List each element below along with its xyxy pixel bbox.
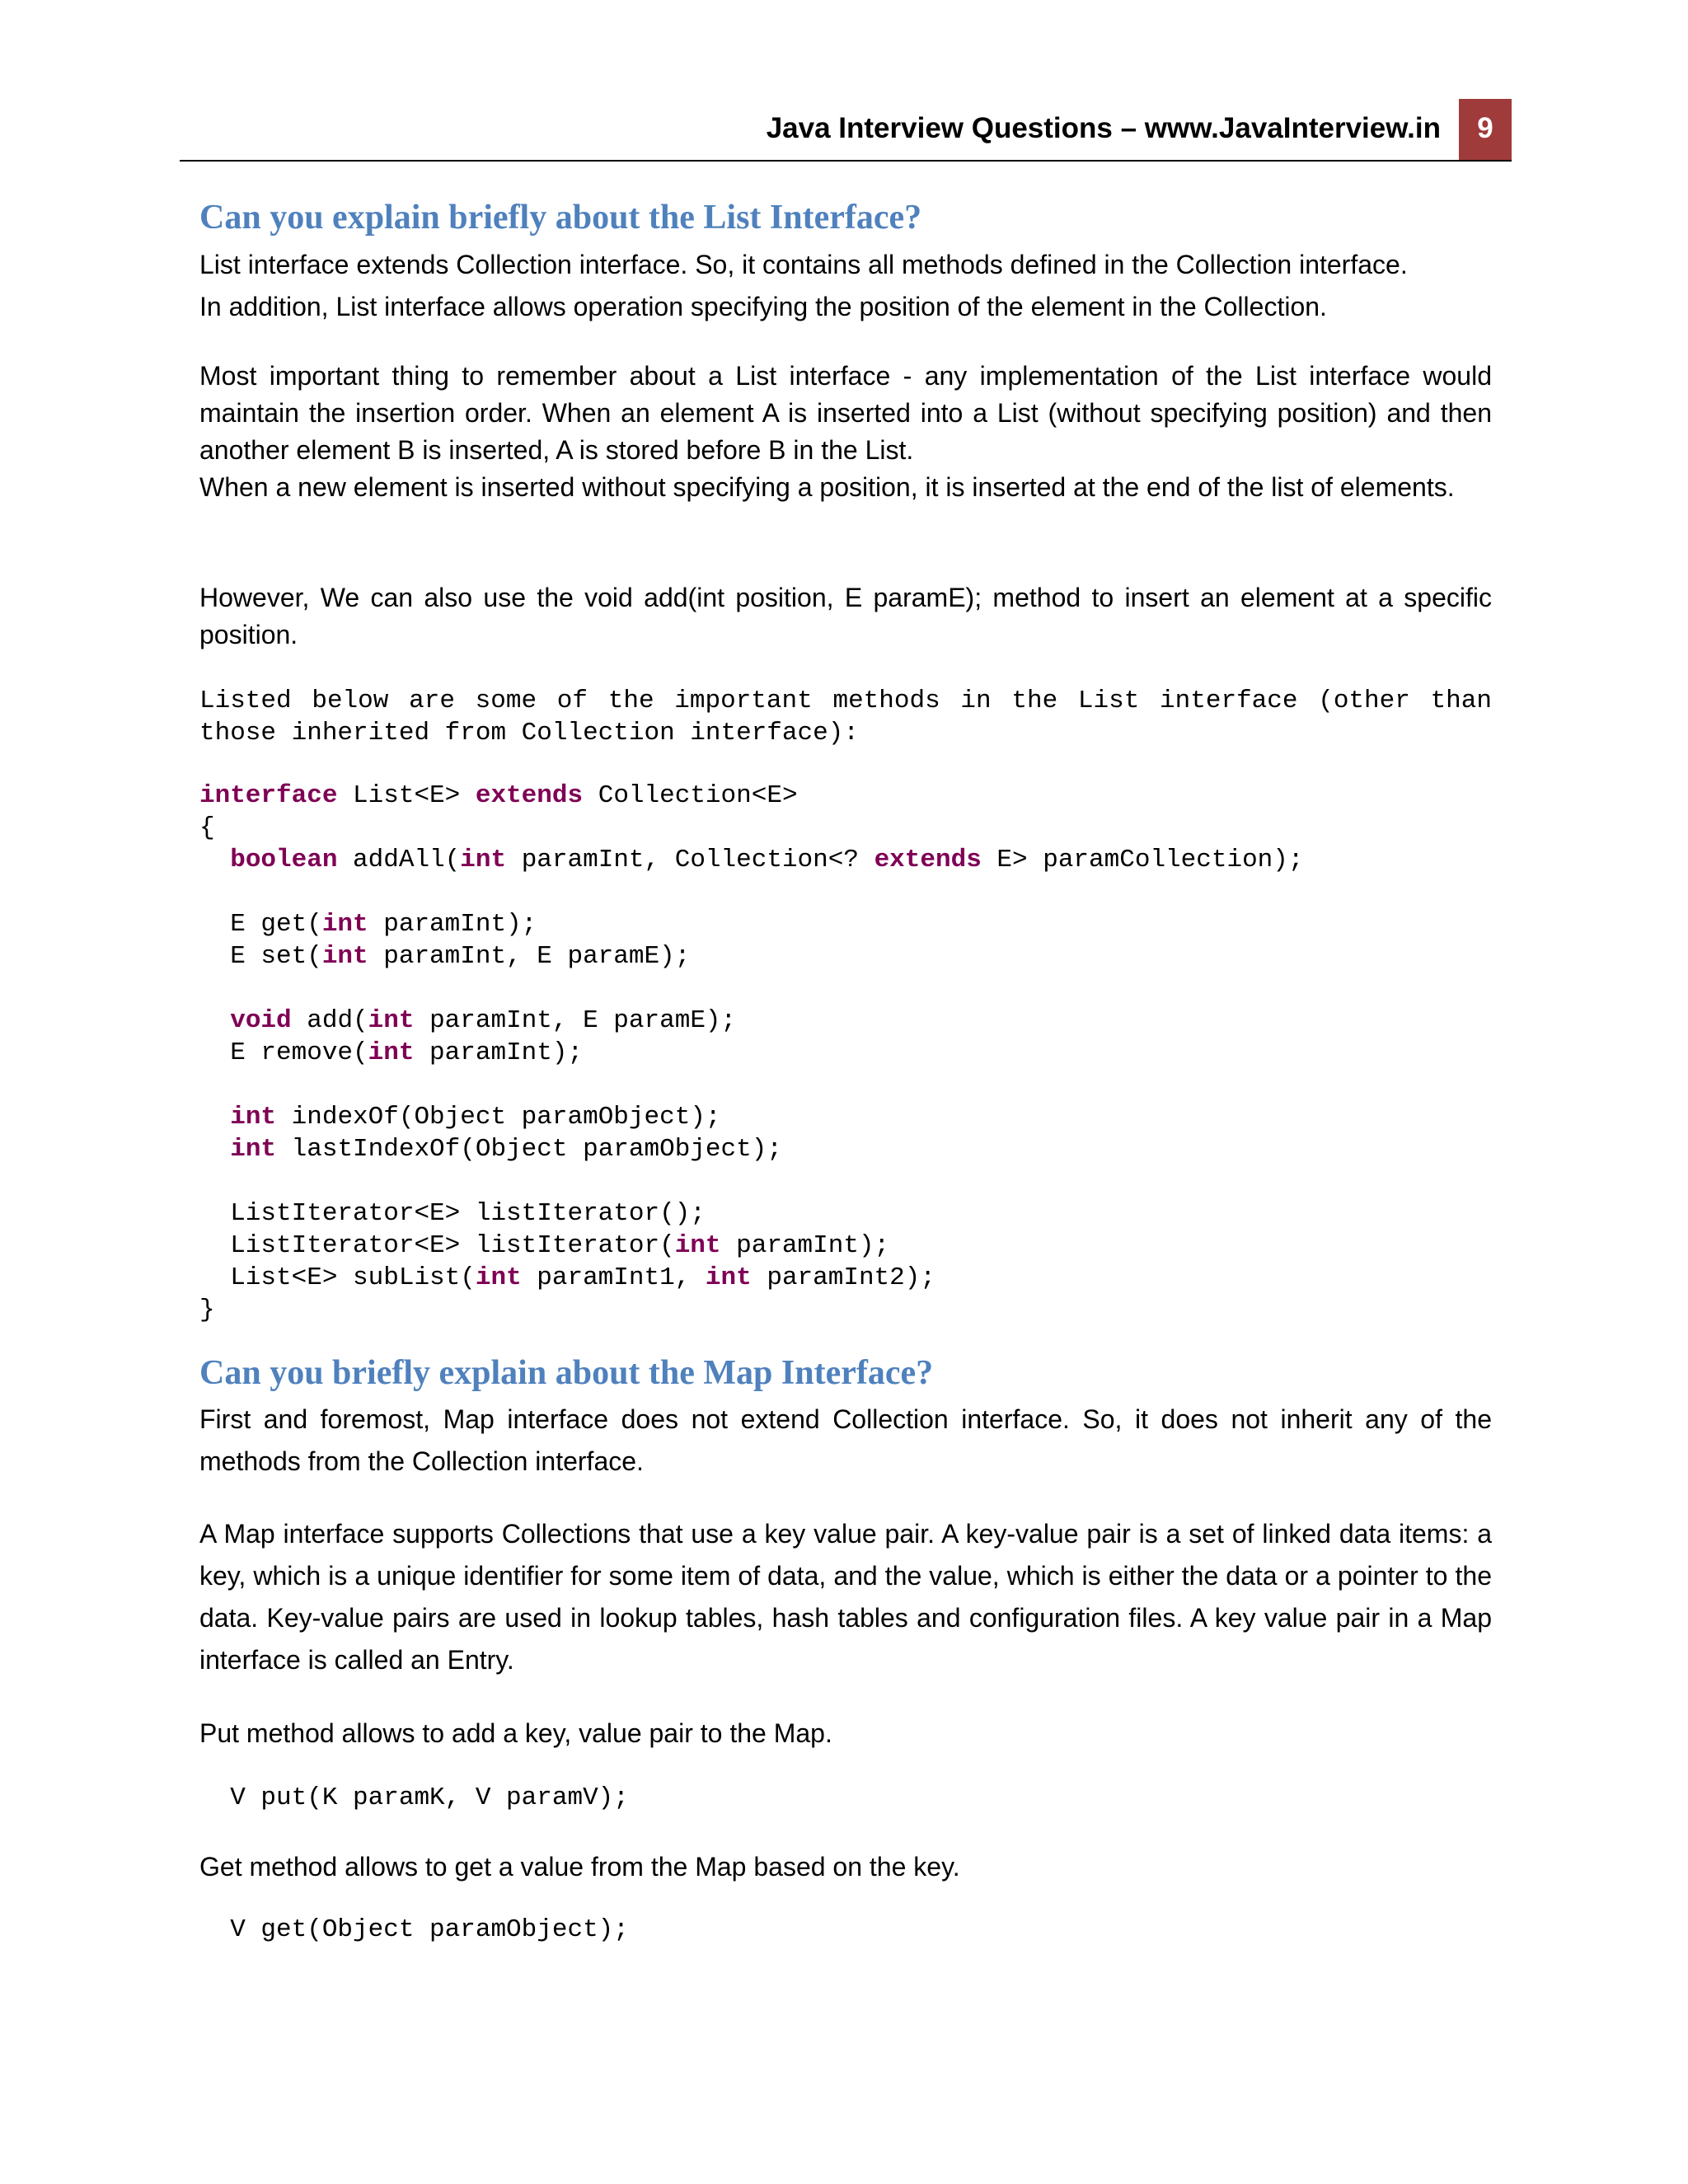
code-keyword: int: [674, 1231, 721, 1260]
code-keyword: int: [460, 846, 507, 874]
code-line: [199, 876, 1303, 908]
code-keyword: int: [230, 1103, 277, 1132]
code-text: paramInt1,: [521, 1263, 706, 1292]
code-text: ListIterator<E> listIterator(: [199, 1231, 675, 1260]
code-keyword: int: [475, 1263, 522, 1292]
map-paragraph-2: A Map interface supports Collections that use a key value pair. A key-value pair is a set of linked data items: a key, which is a unique identifier for some item of data, and the value, which is either the data or a pointer to the data. Key-value pairs are used in lookup tables, hash tables and configuration files. A key value pair in a Map interface is called an Entry.: [199, 1519, 1492, 1675]
code-keyword: int: [230, 1135, 277, 1164]
code-line: [199, 1133, 1303, 1165]
map-put-code: V put(K paramK, V paramV);: [199, 1783, 629, 1812]
code-line: [199, 844, 1303, 876]
code-line: [199, 1101, 1303, 1133]
code-line: [199, 1165, 1303, 1197]
header-title: Java Interview Questions – www.JavaInterview.in: [766, 112, 1441, 144]
list-paragraph-1-line-1: List interface extends Collection interface. So, it contains all methods defined in the Collection interface.: [199, 250, 1408, 279]
code-line: [199, 812, 1303, 844]
code-line: [199, 1069, 1303, 1101]
list-paragraph-1-line-2: In addition, List interface allows operation specifying the position of the element in the Collection.: [199, 292, 1327, 321]
list-paragraph-4: However, We can also use the void add(int position, E paramE); method to insert an element at a specific position.: [199, 583, 1492, 649]
code-text: paramInt, Collection<?: [506, 846, 874, 874]
code-text: paramInt, E paramE);: [414, 1006, 737, 1035]
code-line: [199, 1197, 1303, 1230]
code-text: [199, 1103, 230, 1132]
map-interface-heading: Can you briefly explain about the Map Interface?: [199, 1354, 934, 1392]
code-text: E remove(: [199, 1038, 368, 1067]
page-number-badge: 9: [1459, 99, 1512, 160]
code-text: addAll(: [337, 846, 461, 874]
code-line: [199, 780, 1303, 812]
code-keyword: int: [321, 942, 368, 971]
code-text: }: [199, 1296, 215, 1324]
code-text: List<E> subList(: [199, 1263, 476, 1292]
map-get-code: V get(Object paramObject);: [199, 1915, 629, 1944]
code-line: [199, 972, 1303, 1005]
list-interface-code-block: [199, 780, 1303, 1326]
code-text: E get(: [199, 910, 322, 939]
code-keyword: int: [321, 910, 368, 939]
code-line: [199, 1294, 1303, 1326]
code-line: [199, 908, 1303, 940]
map-paragraph-1: First and foremost, Map interface does not extend Collection interface. So, it does not inherit any of the methods from the Collection interface.: [199, 1404, 1492, 1476]
code-line: [199, 1262, 1303, 1294]
list-paragraph-3: When a new element is inserted without specifying a position, it is inserted at the end of the list of elements.: [199, 472, 1455, 502]
code-text: add(: [291, 1006, 368, 1035]
code-text: Collection<E>: [583, 781, 798, 810]
code-keyword: void: [230, 1006, 292, 1035]
code-keyword: extends: [475, 781, 584, 810]
code-text: lastIndexOf(Object paramObject);: [276, 1135, 782, 1164]
code-text: [199, 846, 230, 874]
code-text: paramInt);: [414, 1038, 584, 1067]
code-keyword: extends: [874, 846, 982, 874]
code-text: indexOf(Object paramObject);: [276, 1103, 721, 1132]
code-line: [199, 1005, 1303, 1037]
code-text: E> paramCollection);: [981, 846, 1304, 874]
code-line: [199, 1230, 1303, 1262]
code-text: [199, 1006, 230, 1035]
code-line: [199, 940, 1303, 972]
list-interface-heading: Can you explain briefly about the List Interface?: [199, 199, 922, 237]
code-text: paramInt);: [368, 910, 537, 939]
code-text: paramInt);: [720, 1231, 890, 1260]
map-paragraph-3: Put method allows to add a key, value pair to the Map.: [199, 1718, 832, 1748]
map-paragraph-4: Get method allows to get a value from the Map based on the key.: [199, 1852, 960, 1882]
code-text: E set(: [199, 942, 322, 971]
code-text: List<E>: [337, 781, 476, 810]
code-text: [199, 1135, 230, 1164]
code-keyword: int: [368, 1006, 415, 1035]
code-keyword: boolean: [230, 846, 338, 874]
code-keyword: int: [368, 1038, 415, 1067]
code-text: paramInt2);: [751, 1263, 935, 1292]
page-header: [180, 97, 1512, 162]
list-paragraph-2: Most important thing to remember about a List interface - any implementation of the List interface would maintain the insertion order. When an element A is inserted into a List (without specifying position) and then another element B is inserted, A is stored before B in the List.: [199, 361, 1492, 465]
code-text: paramInt, E paramE);: [368, 942, 691, 971]
code-line: [199, 1037, 1303, 1069]
code-text: ListIterator<E> listIterator();: [199, 1199, 706, 1228]
code-text: {: [199, 813, 215, 842]
list-paragraph-5: Listed below are some of the important methods in the List interface (other than those inherited from Collection interface):: [199, 687, 1492, 748]
code-keyword: int: [705, 1263, 752, 1292]
code-keyword: interface: [199, 781, 338, 810]
